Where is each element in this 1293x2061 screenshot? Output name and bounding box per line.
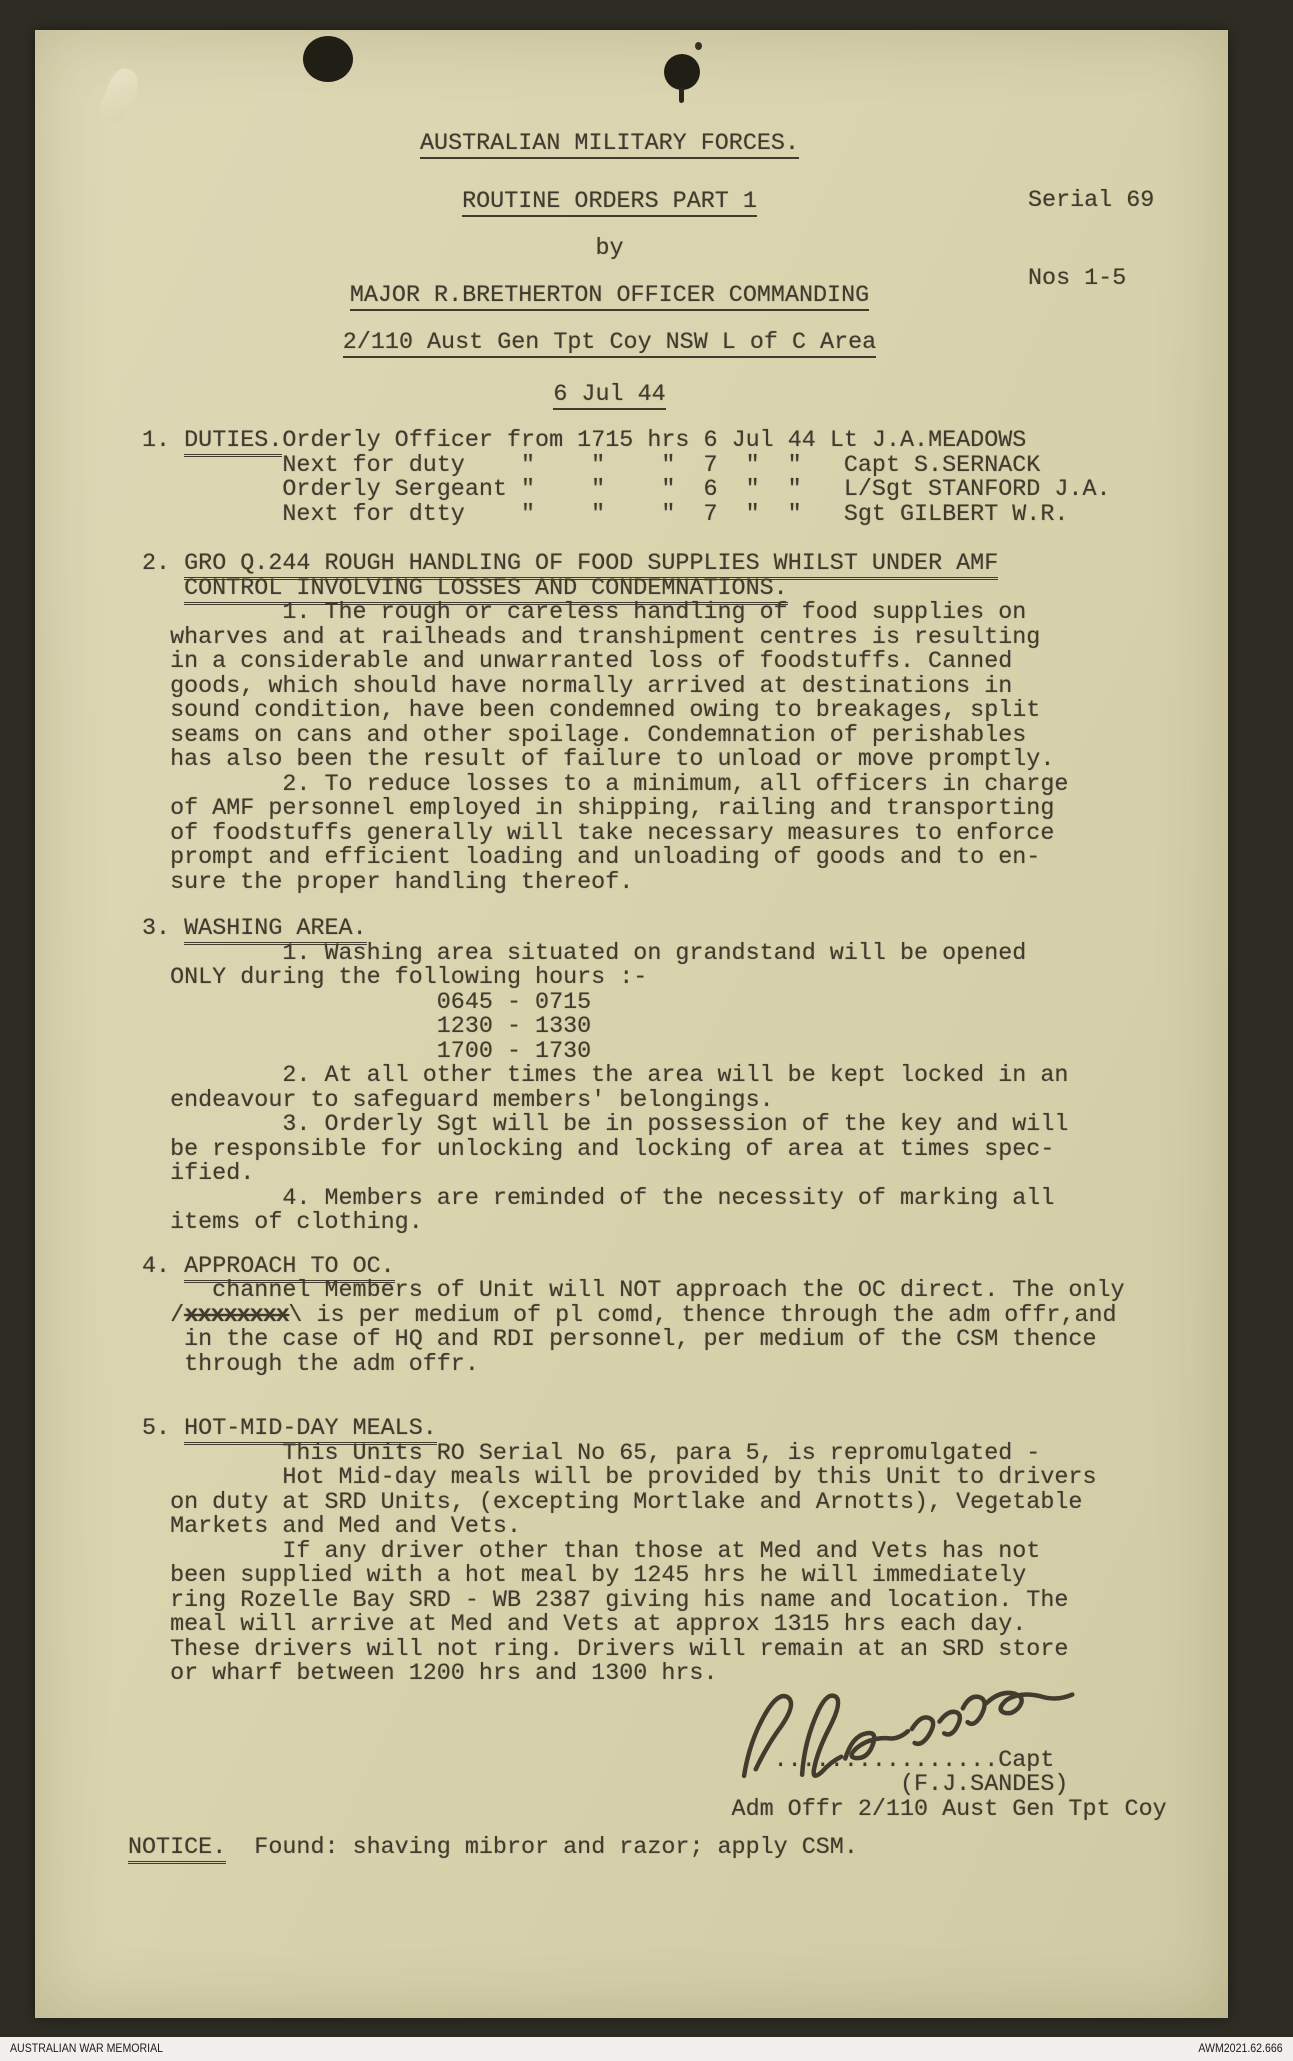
notice-label: NOTICE.: [128, 1835, 226, 1864]
body-line: in a considerable and unwarranted loss of foodstuffs. Canned: [142, 649, 1013, 675]
duties-row-1: Orderly Officer from 1715 hrs 6 Jul 44 Lt J.A.MEADOWS: [282, 428, 1027, 454]
body-line: of foodstuffs generally will take necessary measures to enforce: [142, 820, 1055, 847]
body-line: meal will arrive at Med and Vets at approx 1315 hrs each day.: [142, 1612, 1027, 1638]
section-number: 4.: [142, 1253, 185, 1280]
body-line: Markets and Med and Vets.: [142, 1514, 521, 1540]
body-line: of AMF personnel employed in shipping, railing and transporting: [142, 796, 1055, 822]
punch-hole-right: [664, 54, 700, 90]
notice-row: [128, 1836, 1187, 1861]
section-number: 3.: [142, 916, 185, 942]
body-line: through the adm offr.: [142, 1351, 479, 1378]
doc-org-title: AUSTRALIAN MILITARY FORCES.: [420, 131, 799, 157]
body-line: on duty at SRD Units, (excepting Mortlake and Arnotts), Vegetable: [142, 1489, 1083, 1516]
paper-tear: [96, 64, 145, 127]
body-line: Hot Mid-day meals will be provided by this Unit to drivers: [142, 1465, 1097, 1491]
body-line: goods, which should have normally arrived at destinations in: [142, 673, 1013, 700]
body-line: 3. Orderly Sgt will be in possession of the key and will: [142, 1112, 1069, 1138]
section-heading: WASHING AREA.: [184, 916, 366, 945]
signature-block: [142, 1749, 1187, 1823]
signature-role: Adm Offr 2/110 Aust Gen Tpt Coy: [731, 1796, 1167, 1823]
body-line: or wharf between 1200 hrs and 1300 hrs.: [142, 1661, 718, 1687]
signature-name: (F.J.SANDES): [899, 1772, 1069, 1798]
doc-type-title: ROUTINE ORDERS PART 1: [462, 188, 757, 215]
body-line: 2. To reduce losses to a minimum, all officers in charge: [142, 771, 1069, 798]
body-line: in the case of HQ and RDI personnel, per medium of the CSM thence: [142, 1327, 1097, 1353]
body-line: 4. Members are reminded of the necessity of marking all: [142, 1185, 1055, 1212]
section-heading: APPROACH TO OC.: [184, 1254, 395, 1283]
section-heading-row: [142, 1255, 1187, 1280]
unit-title-row: [142, 331, 1187, 356]
signature-handwriting: [709, 1656, 1115, 1807]
body-text: \ is per medium of pl comd, thence through the adm offr,and: [288, 1302, 1117, 1329]
body-line: wharves and at railheads and transhipment centres is resulting: [142, 624, 1041, 651]
archive-name: AUSTRALIAN WAR MEMORIAL: [10, 2043, 164, 2055]
section-heading-row: [142, 429, 1187, 454]
unit-title: 2/110 Aust Gen Tpt Coy NSW L of C Area: [342, 330, 877, 356]
body-line: ring Rozelle Bay SRD - WB 2387 giving his name and location. The: [142, 1587, 1069, 1614]
hours-line: 0645 - 0715: [142, 989, 592, 1016]
hours-line: 1230 - 1330: [142, 1014, 592, 1040]
doc-date-row: [142, 383, 1187, 408]
section-approach-to-oc: [142, 1255, 1187, 1378]
hours-line: 1700 - 1730: [142, 1038, 592, 1065]
duties-row-4: Next for dtty " " " 7 " " Sgt GILBERT W.R.: [142, 501, 1069, 528]
duties-row-2: Next for duty " " " 7 " " Capt S.SERNACK: [142, 452, 1041, 479]
caret-mark: /: [142, 1302, 185, 1329]
officer-title-row: [142, 284, 1187, 309]
struck-out-text: xxxxxxxx: [184, 1302, 289, 1329]
body-line: endeavour to safeguard members' belongings.: [142, 1087, 774, 1114]
body-line: These drivers will not ring. Drivers will remain at an SRD store: [142, 1636, 1069, 1663]
document-body: [127, 131, 1187, 1861]
section-heading-row: [142, 917, 1187, 942]
section-heading: HOT-MID-DAY MEALS.: [184, 1416, 437, 1445]
section-heading-row: [142, 552, 1187, 577]
document-page: [35, 30, 1228, 2018]
section-food-handling: [142, 552, 1187, 895]
archive-id: AWM2021.62.666: [1198, 2043, 1283, 2055]
doc-type-title-row: [142, 190, 1187, 215]
section-heading-continued: CONTROL INVOLVING LOSSES AND CONDEMNATIONS.: [184, 576, 788, 605]
section-duties: [142, 429, 1187, 527]
byline-row: [142, 237, 1187, 262]
section-washing-area: [142, 917, 1187, 1236]
footer-bar: [0, 2037, 1293, 2061]
duties-row-3: Orderly Sergeant " " " 6 " " L/Sgt STANFORD J.A.: [142, 477, 1111, 503]
punch-hole-left: [303, 36, 353, 82]
serial-range: Nos 1-5: [1028, 266, 1127, 292]
section-number: 1.: [142, 428, 185, 454]
body-line: seams on cans and other spoilage. Condemnation of perishables: [142, 722, 1027, 749]
body-line: ified.: [142, 1161, 255, 1187]
notice-text: Found: shaving mibror and razor; apply CSM.: [226, 1835, 858, 1861]
body-line: channel Members of Unit will NOT approach the OC direct. The only: [142, 1278, 1125, 1304]
section-heading: GRO Q.244 ROUGH HANDLING OF FOOD SUPPLIES WHILST UNDER AMF: [184, 551, 998, 580]
signature-line-capt: ................Capt: [773, 1747, 1055, 1774]
body-line: sound condition, have been condemned owing to breakages, split: [142, 698, 1041, 724]
body-line: has also been the result of failure to unload or move promptly.: [142, 747, 1055, 773]
section-heading: DUTIES.: [184, 428, 282, 457]
body-line: 1. Washing area situated on grandstand will be opened: [142, 940, 1027, 967]
body-line: ONLY during the following hours :-: [142, 965, 648, 991]
serial-number: Serial 69: [1028, 188, 1155, 214]
body-line-with-strikeout: [142, 1304, 1187, 1329]
body-line: items of clothing.: [142, 1210, 423, 1236]
body-line: If any driver other than those at Med and Vets has not: [142, 1538, 1041, 1565]
body-line: prompt and efficient loading and unloading of goods and to en-: [142, 845, 1041, 871]
section-hot-midday-meals: [142, 1417, 1187, 1687]
paper-speck: [695, 42, 702, 50]
byline: by: [595, 236, 624, 262]
doc-date: 6 Jul 44: [553, 381, 666, 408]
section-number: 5.: [142, 1416, 185, 1442]
body-line: sure the proper handling thereof.: [142, 869, 634, 896]
section-number: 2.: [142, 551, 185, 577]
body-line: 2. At all other times the area will be kept locked in an: [142, 1063, 1069, 1089]
body-line: 1. The rough or careless handling of food supplies on: [142, 600, 1027, 626]
doc-org-title-row: [142, 132, 1187, 157]
section-heading-row: [142, 1417, 1187, 1442]
body-line: been supplied with a hot meal by 1245 hrs he will immediately: [142, 1563, 1027, 1589]
section-heading-row-2: [142, 577, 1187, 602]
officer-title: MAJOR R.BRETHERTON OFFICER COMMANDING: [349, 282, 870, 309]
body-line: This Units RO Serial No 65, para 5, is repromulgated -: [142, 1440, 1041, 1467]
body-line: be responsible for unlocking and locking of area at times spec-: [142, 1136, 1055, 1163]
